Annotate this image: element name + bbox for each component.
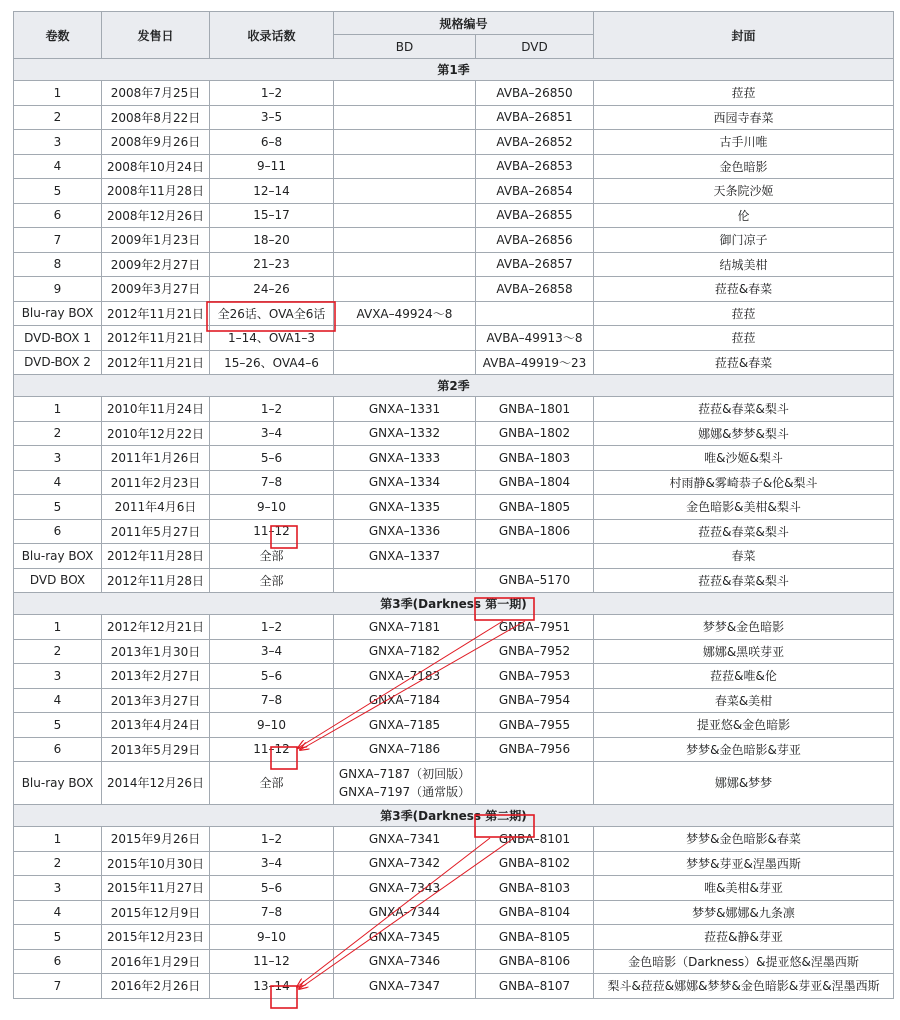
table-row bbox=[14, 615, 894, 640]
date-cell: 2013年5月29日 bbox=[102, 737, 210, 762]
date-cell: 2008年11月28日 bbox=[102, 179, 210, 204]
dvd-cell: AVBA–26854 bbox=[476, 179, 594, 204]
volume-cell: DVD-BOX 1 bbox=[14, 326, 102, 351]
header-release-date: 发售日 bbox=[102, 12, 210, 59]
dvd-cell: AVBA–49913～8 bbox=[476, 326, 594, 351]
table-row bbox=[14, 81, 894, 106]
bd-cell bbox=[334, 130, 476, 155]
cover-cell: 春菜 bbox=[594, 544, 894, 569]
bd-cell: GNXA–1332 bbox=[334, 421, 476, 446]
section-header-row bbox=[14, 805, 894, 827]
table-row bbox=[14, 688, 894, 713]
volume-cell: Blu-ray BOX bbox=[14, 544, 102, 569]
dvd-cell: GNBA–8103 bbox=[476, 876, 594, 901]
episodes-cell: 7–8 bbox=[210, 900, 334, 925]
bd-cell: GNXA–7183 bbox=[334, 664, 476, 689]
table-row bbox=[14, 762, 894, 805]
episodes-cell: 5–6 bbox=[210, 876, 334, 901]
table-row bbox=[14, 713, 894, 738]
volume-cell: 1 bbox=[14, 81, 102, 106]
volume-cell: 5 bbox=[14, 713, 102, 738]
episodes-cell: 9–10 bbox=[210, 495, 334, 520]
volume-cell: 4 bbox=[14, 900, 102, 925]
volume-cell: 4 bbox=[14, 154, 102, 179]
bd-cell: GNXA–7181 bbox=[334, 615, 476, 640]
dvd-cell: AVBA–26850 bbox=[476, 81, 594, 106]
cover-cell: 唯&美柑&芽亚 bbox=[594, 876, 894, 901]
dvd-cell: AVBA–49919～23 bbox=[476, 350, 594, 375]
cover-cell: 梦梦&金色暗影 bbox=[594, 615, 894, 640]
cover-cell: 菈菈&春菜 bbox=[594, 350, 894, 375]
bd-cell: GNXA–7346 bbox=[334, 949, 476, 974]
bd-code-line: GNXA–7197（通常版） bbox=[338, 785, 471, 799]
episodes-cell: 3–4 bbox=[210, 421, 334, 446]
bd-cell: GNXA–7186 bbox=[334, 737, 476, 762]
date-cell: 2012年12月21日 bbox=[102, 615, 210, 640]
dvd-cell: GNBA–7952 bbox=[476, 639, 594, 664]
episodes-cell: 3–5 bbox=[210, 105, 334, 130]
cover-cell: 菈菈&春菜 bbox=[594, 277, 894, 302]
date-cell: 2015年12月9日 bbox=[102, 900, 210, 925]
table-row bbox=[14, 179, 894, 204]
date-cell: 2012年11月28日 bbox=[102, 544, 210, 569]
bd-cell bbox=[334, 203, 476, 228]
date-cell: 2015年11月27日 bbox=[102, 876, 210, 901]
date-cell: 2015年10月30日 bbox=[102, 851, 210, 876]
episodes-cell: 1–2 bbox=[210, 81, 334, 106]
cover-cell: 天条院沙姬 bbox=[594, 179, 894, 204]
date-cell: 2009年2月27日 bbox=[102, 252, 210, 277]
episodes-cell: 11–12 bbox=[210, 737, 334, 762]
table-row bbox=[14, 495, 894, 520]
episodes-cell: 21–23 bbox=[210, 252, 334, 277]
table-row bbox=[14, 397, 894, 422]
dvd-cell: GNBA–5170 bbox=[476, 568, 594, 593]
table-row bbox=[14, 737, 894, 762]
episodes-cell: 7–8 bbox=[210, 688, 334, 713]
cover-cell: 西园寺春菜 bbox=[594, 105, 894, 130]
volume-cell: 1 bbox=[14, 397, 102, 422]
table-row bbox=[14, 470, 894, 495]
cover-cell: 菈菈&静&芽亚 bbox=[594, 925, 894, 950]
cover-cell: 御门凉子 bbox=[594, 228, 894, 253]
table-row bbox=[14, 544, 894, 569]
bd-cell bbox=[334, 277, 476, 302]
cover-cell: 唯&沙姬&梨斗 bbox=[594, 446, 894, 471]
section-title: 第1季 bbox=[14, 59, 894, 81]
dvd-cell bbox=[476, 544, 594, 569]
episodes-cell: 1–2 bbox=[210, 827, 334, 852]
table-header bbox=[14, 12, 894, 59]
bd-cell: GNXA–1334 bbox=[334, 470, 476, 495]
volume-cell: 1 bbox=[14, 827, 102, 852]
bd-cell bbox=[334, 81, 476, 106]
cover-cell: 金色暗影（Darkness）&提亚悠&涅墨西斯 bbox=[594, 949, 894, 974]
cover-cell: 菈菈 bbox=[594, 301, 894, 326]
date-cell: 2012年11月28日 bbox=[102, 568, 210, 593]
dvd-cell: GNBA–1805 bbox=[476, 495, 594, 520]
dvd-cell: GNBA–7956 bbox=[476, 737, 594, 762]
bd-cell: GNXA–7345 bbox=[334, 925, 476, 950]
episodes-cell: 5–6 bbox=[210, 664, 334, 689]
bd-cell bbox=[334, 350, 476, 375]
episodes-cell: 15–17 bbox=[210, 203, 334, 228]
bd-cell: GNXA–7347 bbox=[334, 974, 476, 999]
episodes-cell: 6–8 bbox=[210, 130, 334, 155]
cover-cell: 梦梦&金色暗影&芽亚 bbox=[594, 737, 894, 762]
header-episodes: 收录话数 bbox=[210, 12, 334, 59]
dvd-cell: GNBA–8106 bbox=[476, 949, 594, 974]
table-row bbox=[14, 519, 894, 544]
dvd-cell: AVBA–26852 bbox=[476, 130, 594, 155]
bd-cell: GNXA–1335 bbox=[334, 495, 476, 520]
episodes-cell: 全部 bbox=[210, 762, 334, 805]
header-dvd: DVD bbox=[476, 35, 594, 59]
table-row bbox=[14, 949, 894, 974]
table-row bbox=[14, 876, 894, 901]
bd-cell: AVXA–49924～8 bbox=[334, 301, 476, 326]
volume-cell: 6 bbox=[14, 737, 102, 762]
episodes-cell: 9–10 bbox=[210, 925, 334, 950]
table-row bbox=[14, 301, 894, 326]
dvd-cell: GNBA–7951 bbox=[476, 615, 594, 640]
header-cover: 封面 bbox=[594, 12, 894, 59]
dvd-cell: GNBA–1803 bbox=[476, 446, 594, 471]
bd-cell: GNXA–7343 bbox=[334, 876, 476, 901]
dvd-cell: GNBA–7953 bbox=[476, 664, 594, 689]
date-cell: 2016年1月29日 bbox=[102, 949, 210, 974]
volume-cell: Blu-ray BOX bbox=[14, 301, 102, 326]
section-header-row bbox=[14, 59, 894, 81]
bd-cell bbox=[334, 762, 476, 805]
date-cell: 2011年2月23日 bbox=[102, 470, 210, 495]
bd-cell bbox=[334, 568, 476, 593]
table-wrapper bbox=[13, 11, 894, 999]
volume-cell: 5 bbox=[14, 495, 102, 520]
episodes-cell: 18–20 bbox=[210, 228, 334, 253]
cover-cell: 提亚悠&金色暗影 bbox=[594, 713, 894, 738]
volume-cell: 2 bbox=[14, 105, 102, 130]
date-cell: 2013年4月24日 bbox=[102, 713, 210, 738]
table-row bbox=[14, 326, 894, 351]
section-title: 第2季 bbox=[14, 375, 894, 397]
cover-cell: 伦 bbox=[594, 203, 894, 228]
volume-cell: 2 bbox=[14, 421, 102, 446]
volume-cell: 9 bbox=[14, 277, 102, 302]
episodes-cell: 1–14、OVA1–3 bbox=[210, 326, 334, 351]
volume-cell: 3 bbox=[14, 664, 102, 689]
bd-code-line: GNXA–7187（初回版） bbox=[338, 767, 471, 781]
episodes-cell: 5–6 bbox=[210, 446, 334, 471]
table-row bbox=[14, 974, 894, 999]
bd-cell bbox=[334, 179, 476, 204]
date-cell: 2008年7月25日 bbox=[102, 81, 210, 106]
table-row bbox=[14, 568, 894, 593]
volume-cell: 4 bbox=[14, 470, 102, 495]
episodes-cell: 全26话、OVA全6话 bbox=[210, 301, 334, 326]
date-cell: 2009年1月23日 bbox=[102, 228, 210, 253]
table-row bbox=[14, 130, 894, 155]
bd-cell: GNXA–1331 bbox=[334, 397, 476, 422]
cover-cell: 春菜&美柑 bbox=[594, 688, 894, 713]
volume-cell: 4 bbox=[14, 688, 102, 713]
dvd-cell: GNBA–1801 bbox=[476, 397, 594, 422]
volume-cell: Blu-ray BOX bbox=[14, 762, 102, 805]
episodes-cell: 12–14 bbox=[210, 179, 334, 204]
date-cell: 2016年2月26日 bbox=[102, 974, 210, 999]
date-cell: 2011年4月6日 bbox=[102, 495, 210, 520]
section-title: 第3季(Darkness 第一期) bbox=[14, 593, 894, 615]
dvd-cell: GNBA–1806 bbox=[476, 519, 594, 544]
bd-cell: GNXA–7185 bbox=[334, 713, 476, 738]
cover-cell: 古手川唯 bbox=[594, 130, 894, 155]
episodes-cell: 9–11 bbox=[210, 154, 334, 179]
date-cell: 2011年1月26日 bbox=[102, 446, 210, 471]
dvd-cell bbox=[476, 301, 594, 326]
bd-cell: GNXA–1333 bbox=[334, 446, 476, 471]
volume-cell: 3 bbox=[14, 876, 102, 901]
section-title: 第3季(Darkness 第二期) bbox=[14, 805, 894, 827]
cover-cell: 梦梦&娜娜&九条凛 bbox=[594, 900, 894, 925]
cover-cell: 菈菈 bbox=[594, 326, 894, 351]
volume-cell: 2 bbox=[14, 639, 102, 664]
date-cell: 2010年11月24日 bbox=[102, 397, 210, 422]
table-row bbox=[14, 154, 894, 179]
header-spec-code: 规格编号 bbox=[334, 12, 594, 35]
section-header-row bbox=[14, 593, 894, 615]
bd-cell bbox=[334, 154, 476, 179]
volume-cell: 7 bbox=[14, 228, 102, 253]
dvd-cell: GNBA–7955 bbox=[476, 713, 594, 738]
volume-cell: 3 bbox=[14, 130, 102, 155]
dvd-cell: GNBA–8105 bbox=[476, 925, 594, 950]
episodes-cell: 7–8 bbox=[210, 470, 334, 495]
episodes-cell: 11–12 bbox=[210, 949, 334, 974]
bd-cell bbox=[334, 252, 476, 277]
date-cell: 2008年12月26日 bbox=[102, 203, 210, 228]
dvd-cell: AVBA–26856 bbox=[476, 228, 594, 253]
cover-cell: 菈菈 bbox=[594, 81, 894, 106]
date-cell: 2012年11月21日 bbox=[102, 326, 210, 351]
cover-cell: 梦梦&芽亚&涅墨西斯 bbox=[594, 851, 894, 876]
section-header-row bbox=[14, 375, 894, 397]
volume-cell: 6 bbox=[14, 519, 102, 544]
date-cell: 2012年11月21日 bbox=[102, 301, 210, 326]
table-row bbox=[14, 421, 894, 446]
volume-cell: 5 bbox=[14, 179, 102, 204]
episodes-cell: 1–2 bbox=[210, 397, 334, 422]
volume-cell: DVD-BOX 2 bbox=[14, 350, 102, 375]
cover-cell: 菈菈&春菜&梨斗 bbox=[594, 568, 894, 593]
table-body bbox=[14, 59, 894, 999]
episodes-cell: 3–4 bbox=[210, 639, 334, 664]
table-row bbox=[14, 827, 894, 852]
volume-cell: 7 bbox=[14, 974, 102, 999]
cover-cell: 梨斗&菈菈&娜娜&梦梦&金色暗影&芽亚&涅墨西斯 bbox=[594, 974, 894, 999]
header-bd: BD bbox=[334, 35, 476, 59]
date-cell: 2011年5月27日 bbox=[102, 519, 210, 544]
cover-cell: 梦梦&金色暗影&春菜 bbox=[594, 827, 894, 852]
cover-cell: 菈菈&春菜&梨斗 bbox=[594, 397, 894, 422]
dvd-cell: GNBA–1802 bbox=[476, 421, 594, 446]
cover-cell: 娜娜&梦梦&梨斗 bbox=[594, 421, 894, 446]
table-row bbox=[14, 664, 894, 689]
dvd-cell: GNBA–8101 bbox=[476, 827, 594, 852]
episodes-cell: 15–26、OVA4–6 bbox=[210, 350, 334, 375]
date-cell: 2015年12月23日 bbox=[102, 925, 210, 950]
dvd-cell: GNBA–8102 bbox=[476, 851, 594, 876]
volume-cell: 8 bbox=[14, 252, 102, 277]
dvd-cell: GNBA–1804 bbox=[476, 470, 594, 495]
bd-cell bbox=[334, 228, 476, 253]
episodes-cell: 1–2 bbox=[210, 615, 334, 640]
date-cell: 2015年9月26日 bbox=[102, 827, 210, 852]
dvd-cell: AVBA–26851 bbox=[476, 105, 594, 130]
date-cell: 2012年11月21日 bbox=[102, 350, 210, 375]
date-cell: 2008年9月26日 bbox=[102, 130, 210, 155]
table-row bbox=[14, 203, 894, 228]
table-row bbox=[14, 350, 894, 375]
table-row bbox=[14, 851, 894, 876]
volume-cell: 6 bbox=[14, 949, 102, 974]
episodes-cell: 9–10 bbox=[210, 713, 334, 738]
volume-cell: 2 bbox=[14, 851, 102, 876]
table-row bbox=[14, 252, 894, 277]
episodes-cell: 3–4 bbox=[210, 851, 334, 876]
dvd-cell: GNBA–7954 bbox=[476, 688, 594, 713]
volume-cell: 5 bbox=[14, 925, 102, 950]
table-row bbox=[14, 639, 894, 664]
bd-cell: GNXA–7182 bbox=[334, 639, 476, 664]
dvd-cell: AVBA–26857 bbox=[476, 252, 594, 277]
cover-cell: 金色暗影 bbox=[594, 154, 894, 179]
date-cell: 2008年8月22日 bbox=[102, 105, 210, 130]
cover-cell: 娜娜&黑咲芽亚 bbox=[594, 639, 894, 664]
date-cell: 2013年2月27日 bbox=[102, 664, 210, 689]
bd-cell: GNXA–1337 bbox=[334, 544, 476, 569]
date-cell: 2013年1月30日 bbox=[102, 639, 210, 664]
cover-cell: 村雨静&雾崎恭子&伦&梨斗 bbox=[594, 470, 894, 495]
volume-cell: 3 bbox=[14, 446, 102, 471]
dvd-cell bbox=[476, 762, 594, 805]
dvd-cell: AVBA–26855 bbox=[476, 203, 594, 228]
cover-cell: 菈菈&春菜&梨斗 bbox=[594, 519, 894, 544]
bd-cell: GNXA–7341 bbox=[334, 827, 476, 852]
bd-cell bbox=[334, 326, 476, 351]
cover-cell: 娜娜&梦梦 bbox=[594, 762, 894, 805]
dvd-cell: AVBA–26853 bbox=[476, 154, 594, 179]
bd-cell: GNXA–7344 bbox=[334, 900, 476, 925]
table-row bbox=[14, 900, 894, 925]
table-row bbox=[14, 925, 894, 950]
date-cell: 2008年10月24日 bbox=[102, 154, 210, 179]
date-cell: 2013年3月27日 bbox=[102, 688, 210, 713]
dvd-cell: GNBA–8104 bbox=[476, 900, 594, 925]
date-cell: 2010年12月22日 bbox=[102, 421, 210, 446]
episodes-cell: 11–12 bbox=[210, 519, 334, 544]
volume-cell: 6 bbox=[14, 203, 102, 228]
episodes-cell: 13–14 bbox=[210, 974, 334, 999]
release-table bbox=[13, 11, 894, 999]
cover-cell: 菈菈&唯&伦 bbox=[594, 664, 894, 689]
table-row bbox=[14, 228, 894, 253]
volume-cell: 1 bbox=[14, 615, 102, 640]
episodes-cell: 全部 bbox=[210, 544, 334, 569]
date-cell: 2009年3月27日 bbox=[102, 277, 210, 302]
cover-cell: 结城美柑 bbox=[594, 252, 894, 277]
bd-cell bbox=[334, 105, 476, 130]
episodes-cell: 24–26 bbox=[210, 277, 334, 302]
table-row bbox=[14, 105, 894, 130]
table-row bbox=[14, 277, 894, 302]
date-cell: 2014年12月26日 bbox=[102, 762, 210, 805]
bd-cell: GNXA–7342 bbox=[334, 851, 476, 876]
bd-cell: GNXA–7184 bbox=[334, 688, 476, 713]
bd-cell: GNXA–1336 bbox=[334, 519, 476, 544]
table-row bbox=[14, 446, 894, 471]
volume-cell: DVD BOX bbox=[14, 568, 102, 593]
cover-cell: 金色暗影&美柑&梨斗 bbox=[594, 495, 894, 520]
episodes-cell: 全部 bbox=[210, 568, 334, 593]
dvd-cell: AVBA–26858 bbox=[476, 277, 594, 302]
header-volume: 卷数 bbox=[14, 12, 102, 59]
dvd-cell: GNBA–8107 bbox=[476, 974, 594, 999]
